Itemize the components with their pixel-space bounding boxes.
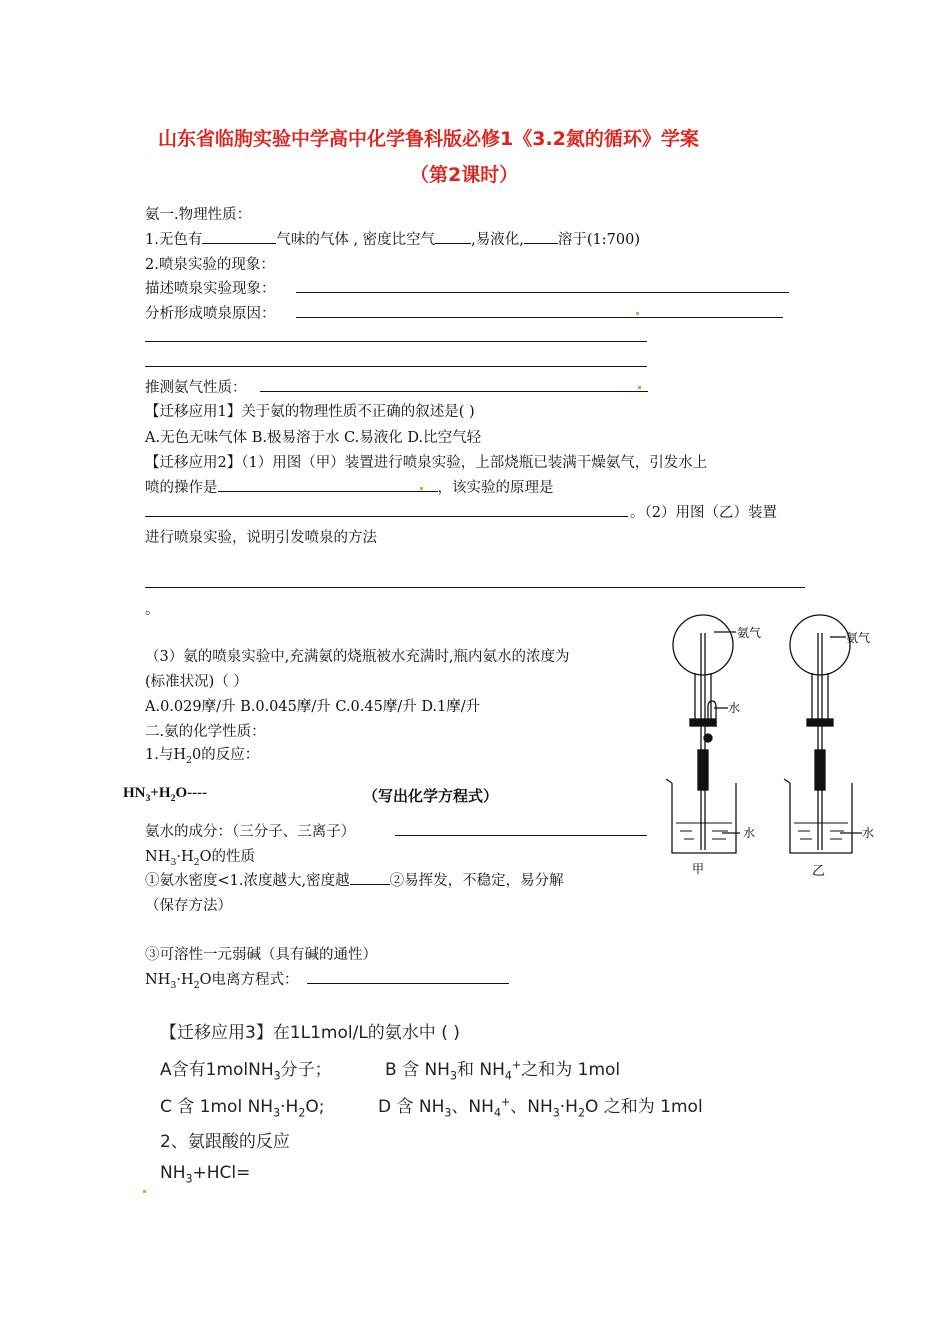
reaction-with-water <box>145 743 259 766</box>
app2-line3: 。（2）用图（乙）装置 <box>630 505 777 521</box>
lower-tube-yi <box>818 790 822 850</box>
acid-eq-b: +HCl= <box>192 1163 251 1183</box>
optD-a: D 含 NH <box>378 1097 445 1117</box>
eq-sub2: 2 <box>170 793 176 804</box>
prop-pre: NH <box>145 849 171 865</box>
q1-blank-solubility[interactable] <box>524 229 558 245</box>
mark-dot <box>420 487 423 490</box>
optC-sub: 3 <box>273 1106 281 1120</box>
p1-blank-density[interactable] <box>350 870 390 886</box>
apparatus-jia <box>666 615 740 853</box>
ion-mid: ·H <box>176 972 194 988</box>
app1-options: A.无色无味气体 B.极易溶于水 C.易液化 D.比空气轻 <box>145 430 482 446</box>
app2-line1: 【迁移应用2】（1）用图（甲）装置进行喷泉实验，上部烧瓶已装满干燥氨气，引发水上 <box>145 455 708 471</box>
acid-equation <box>160 1163 250 1185</box>
q1-text-d: 溶于(1:700) <box>557 232 640 248</box>
app2-op-label: 喷的操作是 <box>145 480 218 496</box>
water-lines-yi <box>794 823 848 839</box>
ion-post: O电离方程式： <box>199 972 299 988</box>
q1-blank-density[interactable] <box>435 229 471 245</box>
optB-sub2: 4 <box>504 1069 512 1083</box>
optC-c: O; <box>305 1097 325 1117</box>
section-chemical-heading: 二.氨的化学性质： <box>145 724 266 740</box>
q1-text-c: ,易液化, <box>471 232 524 248</box>
optD-sub4: 2 <box>577 1106 585 1120</box>
components-answer-line[interactable] <box>395 835 647 836</box>
describe-label: 描述喷泉实验现象： <box>145 281 276 297</box>
flask-neck-yi <box>812 673 828 723</box>
equation-nh3-h2o <box>123 785 207 804</box>
property-1 <box>145 869 564 890</box>
optC-sub2: 2 <box>298 1106 306 1120</box>
storage-method: （保存方法） <box>145 898 232 914</box>
optB-sup: + <box>511 1058 522 1072</box>
label-water-jia: 水 <box>743 826 756 840</box>
r1-pre: 1.与H <box>145 747 186 763</box>
prop-sub2: 2 <box>193 856 200 868</box>
app3-option-d <box>378 1092 703 1119</box>
label-jia: 甲 <box>692 862 705 876</box>
mark-dot <box>638 386 641 389</box>
label-water-small-jia: 水 <box>728 701 741 715</box>
app3-option-c <box>160 1092 324 1119</box>
infer-answer-line[interactable] <box>260 391 648 392</box>
section-physical-heading: 氨一.物理性质： <box>145 207 252 223</box>
app2-line2 <box>145 476 554 497</box>
app3-option-a <box>160 1055 332 1082</box>
app3-option-b <box>385 1055 620 1082</box>
app2-line4: 进行喷泉实验，说明引发喷泉的方法 <box>145 530 377 546</box>
q3-options: A.0.029摩/升 B.0.045摩/升 C.0.45摩/升 D.1摩/升 <box>145 699 481 715</box>
analyze-answer-line-3[interactable] <box>145 366 647 367</box>
fountain-apparatus-figure <box>640 605 880 885</box>
equation-note: （写出化学方程式） <box>363 787 499 805</box>
document-title: 山东省临朐实验中学高中化学鲁科版必修1《3.2氮的循环》学案 <box>158 128 699 150</box>
label-yi: 乙 <box>812 864 826 879</box>
q1-text-b: 气味的气体 , 密度比空气 <box>276 232 436 248</box>
optD-sub2: 4 <box>493 1106 501 1120</box>
ammonia-water-components: 氨水的成分：（三分子、三离子） <box>145 824 356 840</box>
prop-post: O的性质 <box>199 849 255 865</box>
optA-a: A含有1molNH <box>160 1060 274 1080</box>
app2-line5: 。 <box>145 602 160 618</box>
analyze-label: 分析形成喷泉原因： <box>145 306 276 322</box>
app2-principle-label: ，该实验的原理是 <box>437 480 554 496</box>
r1-sub: 2 <box>185 754 192 766</box>
dropper-bulb-jia <box>704 734 712 742</box>
ion-sub2: 2 <box>193 979 200 991</box>
ion-sub1: 3 <box>170 979 177 991</box>
stopper-yi <box>807 719 833 726</box>
flask-jia <box>673 615 733 675</box>
document-subtitle: （第2课时） <box>410 164 519 186</box>
property-3: ③可溶性一元弱碱（具有碱的通性） <box>145 947 377 963</box>
rubber-tube-jia <box>698 750 708 790</box>
app2-blank-operation[interactable] <box>218 477 438 493</box>
p1-text-a: ①氨水密度<1.浓度越大,密度越 <box>145 873 350 889</box>
question-2: 2.喷泉实验的现象： <box>145 257 275 273</box>
app3-question: 【迁移应用3】在1L1mol/L的氨水中 ( ) <box>160 1023 460 1043</box>
question-1 <box>145 228 640 249</box>
optB-b: 和 NH <box>457 1060 505 1080</box>
optA-b: 分子； <box>280 1060 332 1080</box>
q1-text-a: 1.无色有 <box>145 232 203 248</box>
q3-text-b: (标准状况)（ ） <box>145 674 248 690</box>
eq-c: O---- <box>175 785 208 801</box>
prop-mid: ·H <box>176 849 194 865</box>
r1-post: 0的反应： <box>191 747 260 763</box>
app1-question: 【迁移应用1】关于氨的物理性质不正确的叙述是( ) <box>145 404 475 420</box>
mark-dot <box>636 312 639 315</box>
acid-eq-a: NH <box>160 1163 186 1183</box>
optD-e: O 之和为 1mol <box>584 1097 703 1117</box>
optC-b: ·H <box>280 1097 299 1117</box>
eq-a: HN <box>123 785 146 801</box>
app2-method-line[interactable] <box>145 587 805 588</box>
optD-c: 、NH <box>510 1097 553 1117</box>
acid-eq-sub: 3 <box>185 1172 193 1186</box>
apparatus-yi <box>784 615 862 853</box>
ammonia-water-properties <box>145 845 255 868</box>
p1-text-b: ②易挥发，不稳定，易分解 <box>389 873 564 889</box>
flask-yi <box>790 615 850 675</box>
optB-a: B 含 NH <box>385 1060 450 1080</box>
optB-sub: 3 <box>449 1069 458 1083</box>
label-water-yi: 水 <box>862 826 875 840</box>
ion-pre: NH <box>145 972 171 988</box>
ionization-equation-label <box>145 968 299 991</box>
optD-sup: + <box>500 1095 511 1109</box>
q3-text-a: （3）氨的喷泉实验中,充满氨的烧瓶被水充满时,瓶内氨水的浓度为 <box>145 649 570 665</box>
glass-tube-yi <box>818 633 822 755</box>
water-lines-jia <box>676 823 732 839</box>
ionization-answer-line[interactable] <box>307 983 509 984</box>
label-gas-jia: 氨气 <box>737 626 762 640</box>
optC-a: C 含 1mol NH <box>160 1097 274 1117</box>
optD-b: 、NH <box>451 1097 494 1117</box>
infer-label: 推测氨气性质： <box>145 380 247 396</box>
app2-principle-line[interactable] <box>145 516 628 517</box>
optD-sub3: 3 <box>552 1106 560 1120</box>
analyze-answer-line-2[interactable] <box>145 341 647 342</box>
acid-reaction-heading: 2、氨跟酸的反应 <box>160 1132 290 1152</box>
optD-d: ·H <box>559 1097 578 1117</box>
eq-sub1: 3 <box>145 793 151 804</box>
label-gas-yi: 氨气 <box>846 631 871 645</box>
optB-c: 之和为 1mol <box>521 1060 621 1080</box>
rubber-tube-yi <box>815 750 825 790</box>
lower-tube-jia <box>701 790 705 850</box>
optA-sub: 3 <box>273 1069 281 1083</box>
q1-blank-odor[interactable] <box>202 229 276 245</box>
optD-sub: 3 <box>444 1106 452 1120</box>
stopper-jia <box>690 719 716 726</box>
describe-answer-line[interactable] <box>296 292 789 293</box>
prop-sub1: 3 <box>170 856 177 868</box>
eq-b: +H <box>150 785 171 801</box>
mark-dot <box>143 1190 146 1193</box>
analyze-answer-line[interactable] <box>296 317 783 318</box>
